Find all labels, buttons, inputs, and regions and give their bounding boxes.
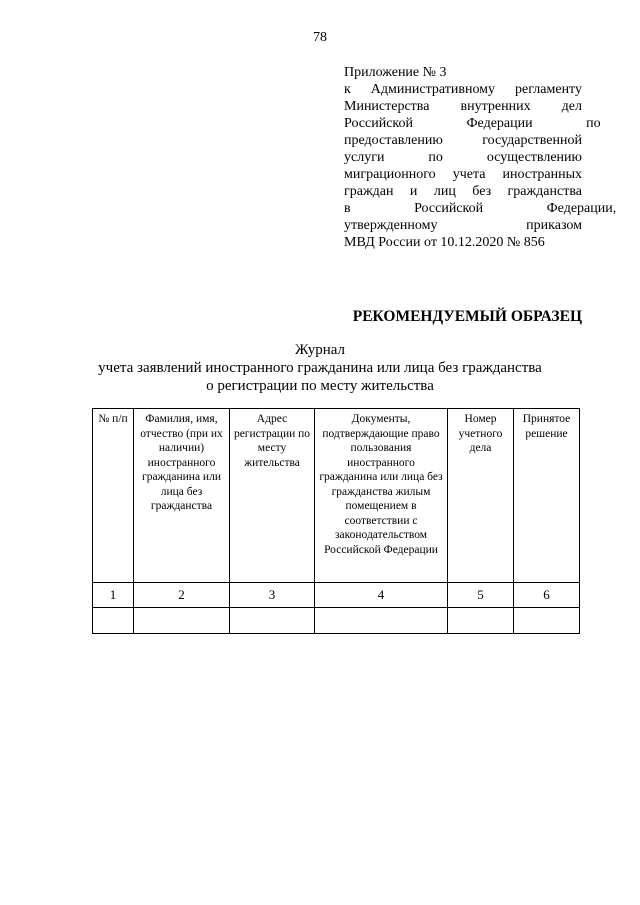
column-numbers-row: [93, 583, 580, 608]
header-cell-number: № п/п: [93, 409, 134, 583]
appendix-line: в Российской Федерации,: [344, 201, 617, 216]
column-number: 2: [134, 583, 230, 608]
empty-cell: [93, 608, 134, 634]
column-number: 5: [448, 583, 514, 608]
empty-cell: [315, 608, 448, 634]
table-header-row: [93, 409, 580, 583]
column-number: 6: [514, 583, 580, 608]
appendix-line: МВД России от 10.12.2020 № 856: [344, 235, 545, 250]
appendix-line: услуги по осуществлению: [344, 150, 582, 165]
journal-title: Журнал: [294, 342, 345, 358]
column-number: 1: [93, 583, 134, 608]
column-number: 4: [315, 583, 448, 608]
column-number: 3: [230, 583, 315, 608]
header-cell-case-number: Номер учетного дела: [448, 409, 514, 583]
appendix-line: утвержденному приказом: [344, 218, 582, 233]
header-cell-name: Фамилия, имя, отчество (при их наличии) иностранного гражданина или лица без гражданства: [134, 409, 230, 583]
header-cell-address: Адрес регистрации по месту жительства: [230, 409, 315, 583]
page-number: 78: [313, 30, 327, 45]
journal-subtitle: учета заявлений иностранного гражданина или лица без гражданства: [98, 360, 542, 376]
header-cell-decision: Принятое решение: [514, 409, 580, 583]
empty-cell: [448, 608, 514, 634]
sample-mark: РЕКОМЕНДУЕМЫЙ ОБРАЗЕЦ: [352, 308, 582, 325]
register-table: [92, 408, 580, 634]
empty-cell: [230, 608, 315, 634]
appendix-line: Министерства внутренних дел: [344, 99, 582, 114]
header-cell-documents: Документы, подтверждающие право пользования иностранного гражданина или лица без гражданства жилым помещением в соответствии с законодательством Российской Федерации: [315, 409, 448, 583]
appendix-line: граждан и лиц без гражданства: [344, 184, 582, 199]
appendix-line: Приложение № 3: [344, 65, 447, 80]
appendix-line: миграционного учета иностранных: [344, 167, 582, 182]
appendix-line: предоставлению государственной: [344, 133, 582, 148]
journal-subtitle: о регистрации по месту жительства: [206, 378, 434, 394]
appendix-line: Российской Федерации по: [344, 116, 601, 131]
empty-cell: [514, 608, 580, 634]
empty-row: [93, 608, 580, 634]
empty-cell: [134, 608, 230, 634]
appendix-line: к Административному регламенту: [344, 82, 582, 97]
appendix-block: [344, 64, 617, 251]
